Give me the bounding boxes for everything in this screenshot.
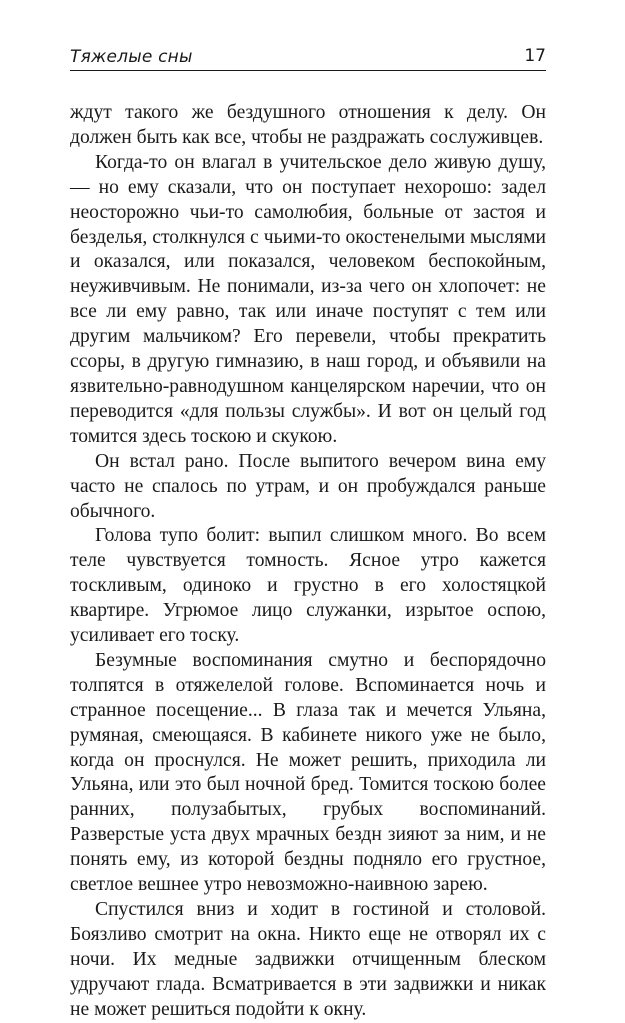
page-number: 17 bbox=[524, 46, 546, 66]
running-header bbox=[70, 38, 546, 71]
paragraph-continued: ждут такого же бездушного отношения к делу. Он должен быть как все, чтобы не раздражать сослуживцев. bbox=[70, 102, 546, 148]
body-text bbox=[70, 101, 546, 1023]
paragraph: Безумные воспоминания смутно и беспорядочно толпятся в отяжелелой голове. Вспоминается ночь и странное посещение... В глаза так и мечется Ульяна, румяная, смеющаяся. В кабинете никого уже не было, когда он проснулся. Не может решить, приходила ли Ульяна, или это был ночной бред. Томится тоскою более ранних, полузабытых, грубых воспоминаний. Разверстые уста двух мрачных бездн зияют за ним, и не понять ему, из которой бездны подняло его грустное, светлое вешнее утро невозможно-наивною зарею. bbox=[70, 649, 546, 896]
paragraph: Голова тупо болит: выпил слишком много. Во всем теле чувствуется томность. Ясное утро кажется тоскливым, одиноко и грустно в его холостяцкой квартире. Угрюмое лицо служанки, изрытое оспою, усиливает его тоску. bbox=[70, 525, 546, 647]
running-title: Тяжелые сны bbox=[70, 47, 193, 67]
book-page bbox=[70, 38, 546, 1020]
paragraph: Спустился вниз и ходит в гостиной и столовой. Боязливо смотрит на окна. Никто еще не отворял их с ночи. Их медные задвижки отчищенным блеском удручают глада. Всматривается в эти задвижки и никак не может решиться подойти к окну. bbox=[70, 899, 546, 1020]
paragraph: Когда-то он влагал в учительское дело живую душу, — но ему сказали, что он поступает нехорошо: задел неосторожно чьи-то самолюбия, больные от застоя и безделья, столкнулся с чьими-то окостенелыми мыслями и оказался, или показался, человеком беспокойным, неуживчивым. Не понимали, из-за чего он хлопочет: не все ли ему равно, так или иначе поступят с тем или другим мальчиком? Его перевели, чтобы прекратить ссоры, в другую гимназию, в наш город, и объявили на язвительно-равнодушном канцелярском наречии, что он переводится «для пользы службы». И вот он целый год томится здесь тоскою и скукою. bbox=[70, 151, 546, 447]
paragraph: Он встал рано. После выпитого вечером вина ему часто не спалось по утрам, и он пробуждался раньше обычного. bbox=[70, 450, 546, 522]
